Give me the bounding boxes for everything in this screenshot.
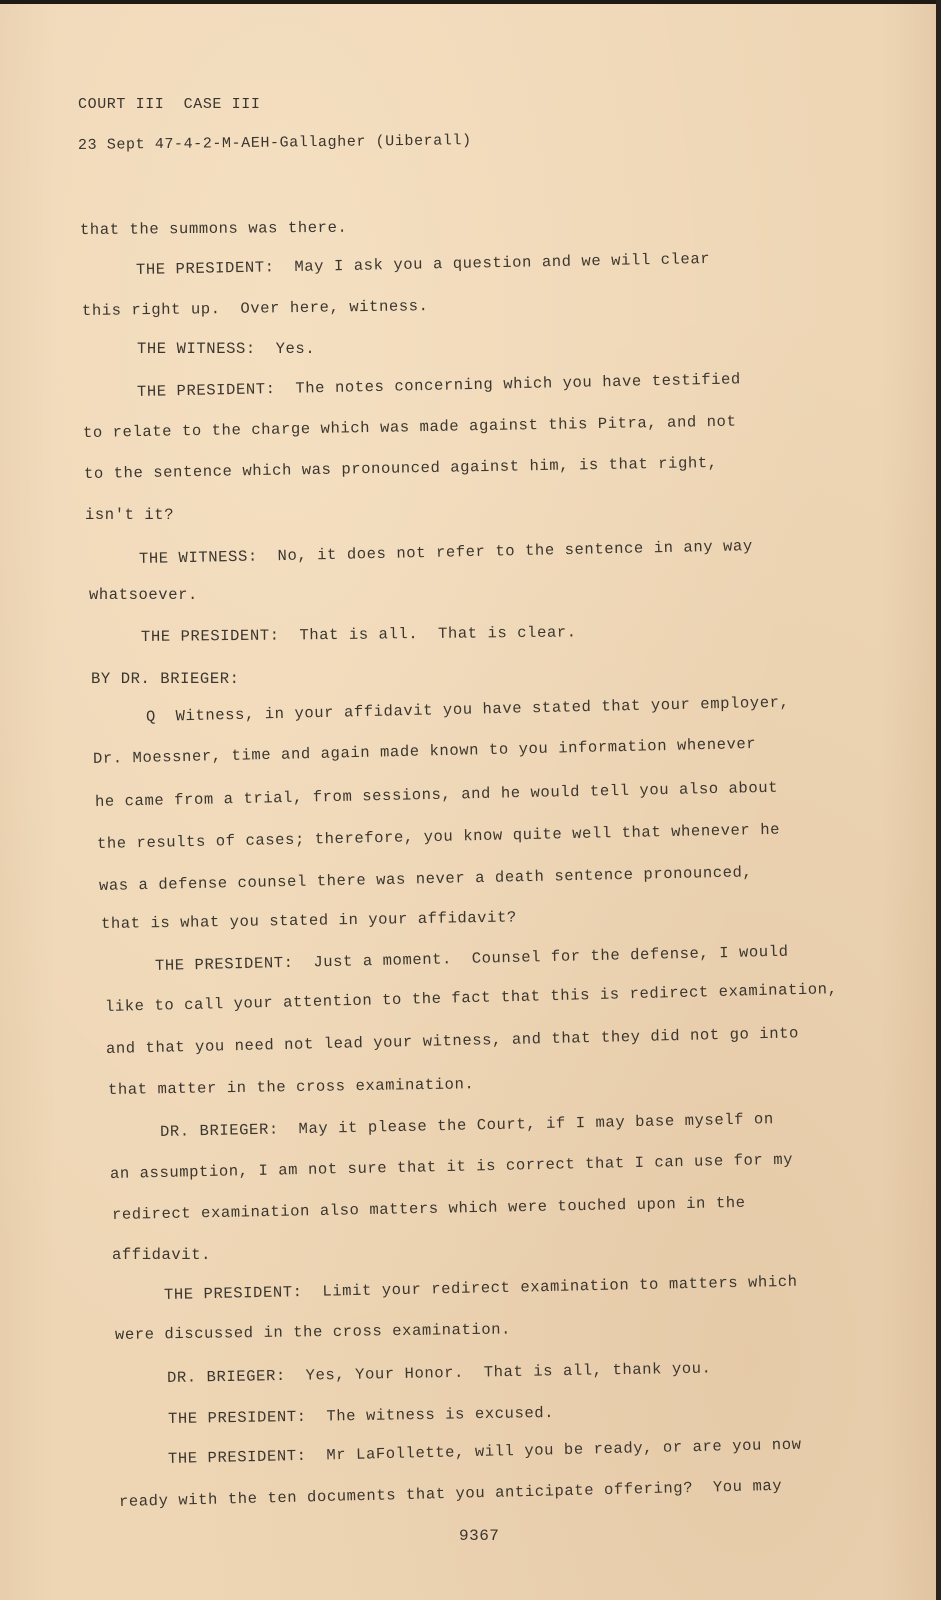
transcript-line: THE WITNESS: Yes.	[137, 340, 316, 358]
transcript-line: Dr. Moessner, time and again made known to you information whenever	[92, 734, 757, 768]
transcript-line: DR. BRIEGER: May it please the Court, if I may base myself on	[159, 1110, 774, 1141]
transcript-line: to the sentence which was pronounced against him, is that right,	[83, 453, 718, 483]
transcript-line: he came from a trial, from sessions, and he would tell you also about	[94, 778, 779, 811]
transcript-line: were discussed in the cross examination.	[114, 1320, 512, 1344]
transcript-line: that matter in the cross examination.	[107, 1075, 475, 1099]
transcript-line: and that you need not lead your witness, and that they did not go into	[105, 1024, 800, 1058]
transcript-line: to relate to the charge which was made against this Pitra, and not	[82, 412, 737, 442]
transcript-line: ready with the ten documents that you anticipate offering? You may	[118, 1476, 783, 1511]
transcript-line: THE PRESIDENT: Just a moment. Counsel for the defense, I would	[154, 942, 789, 975]
scan-border	[936, 0, 941, 1600]
transcript-page	[0, 4, 936, 1600]
transcript-line: BY DR. BRIEGER:	[91, 670, 240, 688]
transcript-line: was a defense counsel there was never a death sentence pronounced,	[98, 863, 753, 895]
transcript-line: an assumption, I am not sure that it is correct that I can use for my	[109, 1150, 794, 1183]
transcript-line: THE PRESIDENT: May I ask you a question and we will clear	[135, 249, 711, 279]
transcript-line: THE WITNESS: No, it does not refer to the sentence in any way	[138, 537, 753, 568]
transcript-line: like to call your attention to the fact that this is redirect examination,	[104, 980, 838, 1016]
transcript-line: THE PRESIDENT: That is all. That is clear.	[140, 623, 577, 646]
transcript-line: isn't it?	[85, 506, 175, 524]
transcript-line: DR. BRIEGER: Yes, Your Honor. That is all, thank you.	[166, 1359, 712, 1387]
transcript-line: this right up. Over here, witness.	[81, 297, 429, 320]
transcript-line: whatsoever.	[89, 586, 198, 604]
transcript-line: Q Witness, in your affidavit you have stated that your employer,	[145, 693, 790, 726]
transcript-line: that is what you stated in your affidavit?	[100, 908, 517, 933]
transcript-line: THE PRESIDENT: Limit your redirect examination to matters which	[163, 1272, 798, 1304]
transcript-line: THE PRESIDENT: The notes concerning which you have testified	[136, 370, 742, 401]
transcript-line: the results of cases; therefore, you know quite well that whenever he	[96, 820, 781, 853]
page-number: 9367	[459, 1527, 500, 1545]
transcript-line: THE PRESIDENT: Mr LaFollette, will you be ready, or are you now	[167, 1435, 802, 1468]
transcript-line: redirect examination also matters which were touched upon in the	[111, 1193, 746, 1224]
session-line-header: 23 Sept 47-4-2-M-AEH-Gallagher (Uiberall)	[77, 132, 472, 154]
transcript-line: that the summons was there.	[79, 218, 348, 239]
transcript-line: THE PRESIDENT: The witness is excused.	[167, 1403, 555, 1428]
court-case-header: COURT III CASE III	[78, 96, 261, 113]
transcript-line: affidavit.	[112, 1246, 212, 1264]
